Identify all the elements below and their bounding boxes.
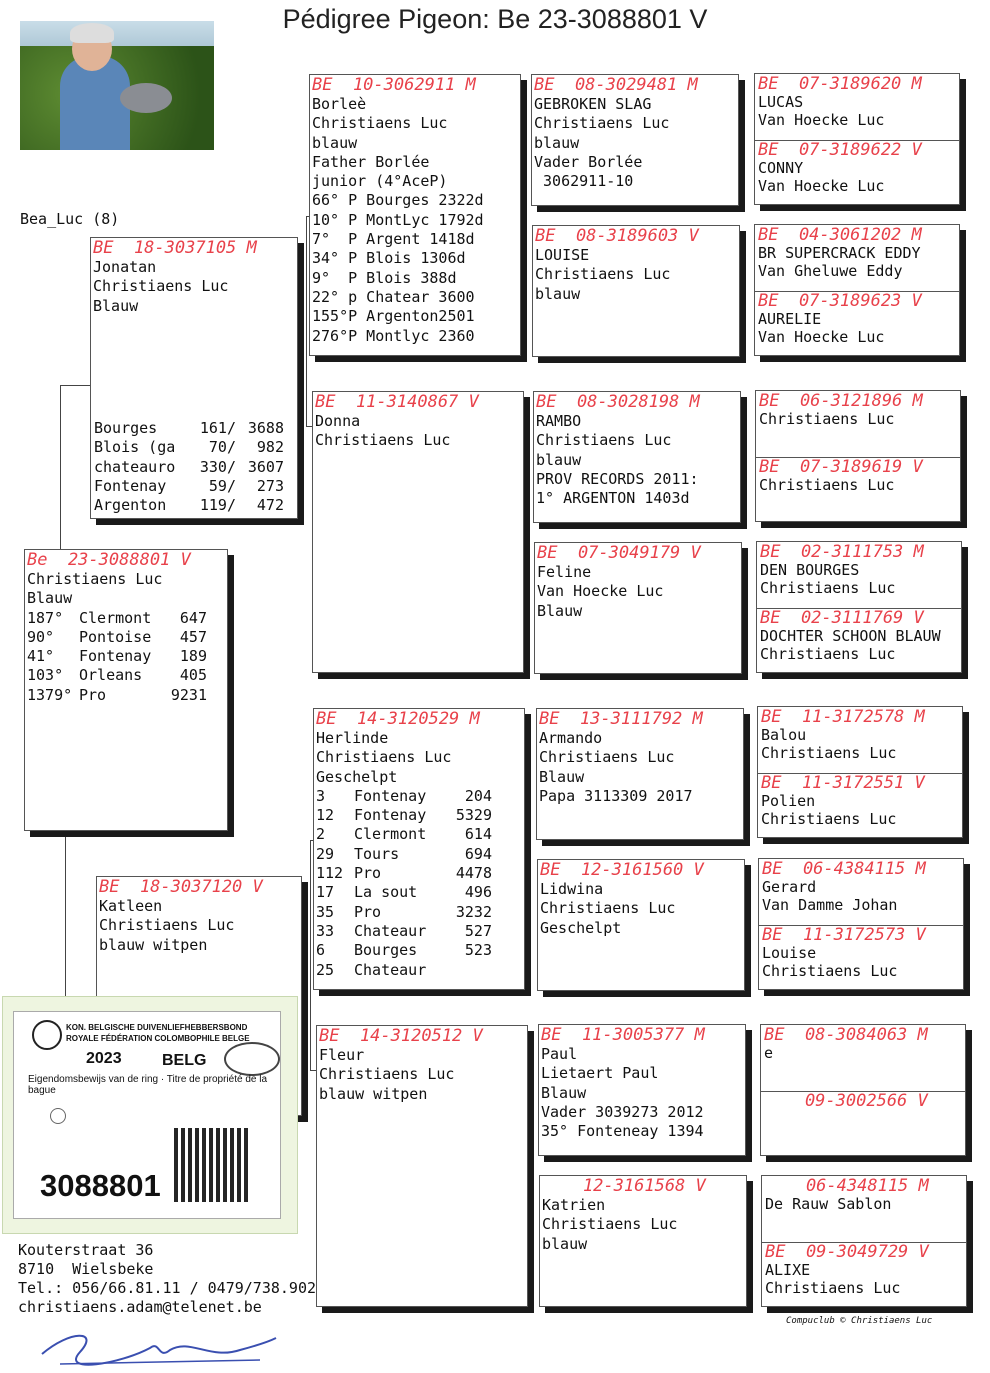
result-row xyxy=(316,903,524,922)
ring-number: BE 14-3120512 V xyxy=(319,1026,483,1046)
pedigree-line: blauw xyxy=(534,133,580,152)
ancestor-entry xyxy=(755,140,959,195)
divider xyxy=(755,291,959,292)
result-rank: 59/ xyxy=(208,476,236,495)
grandparent-card xyxy=(316,1025,528,1307)
signature xyxy=(40,1320,280,1370)
pedigree-line: Christiaens Luc xyxy=(536,431,672,450)
pedigree-line: Vader 3039273 2012 xyxy=(541,1102,704,1121)
result-race: Tours xyxy=(354,844,400,863)
pedigree-line: RAMBO xyxy=(536,412,582,430)
result-rank: 70/ xyxy=(208,438,236,457)
result-row xyxy=(316,825,524,844)
result-race: Fontenay xyxy=(94,476,167,495)
result-row xyxy=(27,686,227,705)
ring-number: 09-3002566 V xyxy=(764,1091,928,1111)
ring-number: Be 23-3088801 V xyxy=(27,550,191,570)
pedigree-line: 34° P Blois 1306d xyxy=(312,249,466,268)
pedigree-line: Van Damme Johan xyxy=(762,895,898,914)
ring-number: BE 07-3189620 M xyxy=(758,74,922,94)
color: Blauw xyxy=(27,589,73,608)
ring-number: BE 06-3121896 M xyxy=(759,391,923,411)
pedigree-line: Katrien xyxy=(542,1196,606,1214)
result-rank: 17 xyxy=(316,883,335,902)
federation-logo-icon xyxy=(32,1020,62,1050)
great-grandparent-card xyxy=(538,1024,746,1156)
pedigree-line: blauw xyxy=(542,1234,588,1253)
result-race: Fontenay xyxy=(79,647,152,666)
ring-number: BE 18-3037120 V xyxy=(99,877,263,897)
great-great-grandparent-pair xyxy=(760,1024,966,1156)
pedigree-line: Christiaens Luc xyxy=(762,961,898,980)
pedigree-line: Christiaens Luc xyxy=(540,899,676,918)
pedigree-line: Herlinde xyxy=(316,729,389,747)
great-grandparent-card xyxy=(536,708,744,840)
result-row xyxy=(316,922,524,941)
result-race: Bourges xyxy=(354,941,418,960)
pedigree-line: Christiaens Luc xyxy=(312,114,448,133)
ring-number: BE 08-3189603 V xyxy=(535,226,699,246)
great-great-grandparent-pair xyxy=(758,858,964,990)
result-row xyxy=(27,666,227,685)
result-field: 647 xyxy=(179,608,207,627)
pedigree-line: Geschelpt xyxy=(316,767,398,786)
ring-number: BE 02-3111753 M xyxy=(760,542,924,562)
pedigree-line: Fleur xyxy=(319,1046,365,1064)
owner-code: Bea_Luc (8) xyxy=(20,210,120,228)
pedigree-line: Christiaens Luc xyxy=(760,578,896,597)
result-rank: 112 xyxy=(316,864,344,883)
result-field: 3688 xyxy=(247,419,284,437)
ancestor-entry xyxy=(755,225,959,280)
result-field: 496 xyxy=(464,883,492,902)
great-great-grandparent-pair xyxy=(761,1175,967,1307)
pedigree-line: e xyxy=(764,1044,774,1062)
pedigree-line: 22° p Chatear 3600 xyxy=(312,287,475,306)
pedigree-line: LOUISE xyxy=(535,246,590,264)
pedigree-line: 66° P Bourges 2322d xyxy=(312,191,484,210)
sire-card xyxy=(90,237,298,519)
pedigree-line: Van Hoecke Luc xyxy=(758,176,885,195)
result-field: 694 xyxy=(464,844,492,863)
pedigree-line: blauw xyxy=(535,284,581,303)
ancestor-entry xyxy=(758,707,962,762)
owner-address xyxy=(18,1241,316,1317)
great-grandparent-card xyxy=(531,74,739,206)
result-rank: 12 xyxy=(316,806,335,825)
result-rank: 25 xyxy=(316,960,335,979)
ring-number: BE 07-3049179 V xyxy=(537,543,701,563)
ancestor-entry xyxy=(761,1025,965,1063)
pedigree-line: AURELIE xyxy=(758,310,822,328)
pedigree-line: Feline xyxy=(537,563,592,581)
pedigree-line: Blauw xyxy=(541,1083,587,1102)
ring-number: BE 02-3111769 V xyxy=(760,608,924,628)
pedigree-line: Lidwina xyxy=(540,880,604,898)
pedigree-line: 155°P Argenton2501 xyxy=(312,307,475,326)
pedigree-line: blauw witpen xyxy=(319,1084,428,1103)
result-rank: 330/ xyxy=(199,457,236,476)
ring-number: BE 11-3172573 V xyxy=(762,925,926,945)
ring-number: BE 11-3140867 V xyxy=(315,392,479,412)
result-row xyxy=(316,787,524,806)
pedigree-line: Lietaert Paul xyxy=(541,1064,659,1083)
org-name-nl: KON. BELGISCHE DUIVENLIEFHEBBERSBOND xyxy=(66,1023,248,1032)
result-field: 3607 xyxy=(247,457,284,476)
pedigree-line: Blauw xyxy=(539,767,585,786)
result-field: 523 xyxy=(464,941,492,960)
result-rank: 3 xyxy=(316,786,326,805)
subject-card xyxy=(24,549,228,831)
pedigree-line: Van Hoecke Luc xyxy=(758,327,885,346)
result-field: 4478 xyxy=(455,864,492,883)
result-field: 189 xyxy=(179,647,207,666)
results-list xyxy=(94,419,284,515)
result-race: La sout xyxy=(354,883,418,902)
ownership-label: Eigendomsbewijs van de ring · Titre de propriété de la bague xyxy=(28,1074,268,1096)
result-race: Pro xyxy=(354,902,382,921)
ring-number: 12-3161568 V xyxy=(542,1176,706,1196)
owner-photo xyxy=(20,21,214,150)
result-rank: 103° xyxy=(27,666,64,685)
punch-hole-icon xyxy=(50,1108,66,1124)
result-field: 204 xyxy=(464,786,492,805)
connector xyxy=(310,840,311,1070)
pedigree-line: Van Hoecke Luc xyxy=(758,110,885,129)
result-field: 614 xyxy=(464,825,492,844)
divider xyxy=(756,457,960,458)
result-rank: 29 xyxy=(316,844,335,863)
pedigree-line: 276°P Montlyc 2360 xyxy=(312,326,475,345)
ancestor-entry xyxy=(757,608,961,663)
software-credit: Compuclub © Christiaens Luc xyxy=(786,1316,933,1326)
pedigree-line: Borleè xyxy=(312,95,367,113)
pedigree-line: Father Borlée xyxy=(312,152,430,171)
result-rank: 90° xyxy=(27,627,55,646)
owner: Christiaens Luc xyxy=(99,916,235,935)
result-row xyxy=(316,845,524,864)
connector xyxy=(65,836,66,996)
pedigree-line: blauw xyxy=(536,450,582,469)
great-grandparent-card xyxy=(532,225,740,357)
result-rank: 33 xyxy=(316,921,335,940)
connector xyxy=(60,385,61,549)
result-row xyxy=(316,883,524,902)
result-race: Blois (ga xyxy=(94,438,176,457)
globe-logo-icon xyxy=(224,1042,280,1076)
result-row xyxy=(27,609,227,628)
color: Blauw xyxy=(93,296,139,315)
pedigree-line: DOCHTER SCHOON BLAUW xyxy=(760,627,941,645)
color: blauw witpen xyxy=(99,935,208,954)
great-grandparent-card xyxy=(539,1175,747,1307)
pedigree-line: 1° ARGENTON 1403d xyxy=(536,489,690,508)
divider xyxy=(761,1091,965,1092)
great-great-grandparent-pair xyxy=(757,706,963,838)
pedigree-line: Christiaens Luc xyxy=(761,743,897,762)
result-field: 405 xyxy=(179,666,207,685)
ring-number: BE 10-3062911 M xyxy=(312,75,476,95)
owner: Christiaens Luc xyxy=(93,277,229,296)
result-row xyxy=(94,496,284,515)
pedigree-line: LUCAS xyxy=(758,93,804,111)
ring-number: BE 08-3084063 M xyxy=(764,1025,928,1045)
ancestor-entry xyxy=(755,74,959,129)
result-rank: 35 xyxy=(316,902,335,921)
ring-number: BE 07-3189619 V xyxy=(759,457,923,477)
result-row xyxy=(316,961,524,980)
pedigree-line: Gerard xyxy=(762,878,817,896)
pedigree-line: Geschelpt xyxy=(540,918,622,937)
pedigree-line: Louise xyxy=(762,944,817,962)
ancestor-entry xyxy=(758,773,962,828)
result-race: Chateaur xyxy=(354,921,427,940)
pedigree-line: Christiaens Luc xyxy=(760,644,896,663)
page-title: Pédigree Pigeon: Be 23-3088801 V xyxy=(282,4,708,34)
result-rank: 2 xyxy=(316,825,326,844)
pedigree-line: Christiaens Luc xyxy=(759,476,895,494)
result-row xyxy=(94,477,284,496)
great-grandparent-card xyxy=(533,391,741,523)
result-row xyxy=(94,438,284,457)
great-grandparent-card xyxy=(537,859,745,991)
ancestor-entry xyxy=(756,457,960,495)
pedigree-line: CONNY xyxy=(758,159,804,177)
ancestor-entry xyxy=(759,859,963,914)
city: 8710 Wielsbeke xyxy=(18,1260,154,1278)
pedigree-line: Christiaens Luc xyxy=(319,1065,455,1084)
pedigree-line: Christiaens Luc xyxy=(765,1278,901,1297)
result-race: Clermont xyxy=(79,608,152,627)
ring-number: BE 06-4384115 M xyxy=(762,859,926,879)
pedigree-line: Christiaens Luc xyxy=(535,265,671,284)
result-race: Fontenay xyxy=(354,806,427,825)
grandparent-card xyxy=(313,708,525,990)
qr-code-icon xyxy=(174,1128,248,1202)
pigeon-name: Jonatan xyxy=(93,258,157,276)
ring-number: BE 11-3005377 M xyxy=(541,1025,705,1045)
result-row xyxy=(27,647,227,666)
pedigree-line: Christiaens Luc xyxy=(539,748,675,767)
ring-serial: 3088801 xyxy=(40,1168,161,1203)
divider xyxy=(757,608,961,609)
result-field: 9231 xyxy=(170,685,207,704)
ring-number: 06-4348115 M xyxy=(765,1176,929,1196)
pedigree-line: Armando xyxy=(539,729,603,747)
ring-number: BE 13-3111792 M xyxy=(539,709,703,729)
great-grandparent-card xyxy=(534,542,742,674)
grandparent-card xyxy=(312,391,524,673)
pedigree-line: junior (4°AceP) xyxy=(312,172,448,191)
result-field: 273 xyxy=(256,476,284,495)
phone: Tel.: 056/66.81.11 / 0479/738.902 xyxy=(18,1279,317,1297)
connector xyxy=(306,216,307,426)
ring-number: BE 07-3189622 V xyxy=(758,140,922,160)
great-great-grandparent-pair xyxy=(756,541,962,673)
results-list xyxy=(27,609,227,705)
ancestor-entry xyxy=(762,1176,966,1214)
pedigree-line: BR SUPERCRACK EDDY xyxy=(758,244,921,262)
result-race: Pontoise xyxy=(79,627,152,646)
divider xyxy=(758,773,962,774)
pedigree-line: Paul xyxy=(541,1045,578,1063)
result-race: Chateaur xyxy=(354,960,427,979)
pedigree-line: Christiaens Luc xyxy=(761,809,897,828)
result-row xyxy=(94,458,284,477)
divider xyxy=(759,925,963,926)
ancestor-entry xyxy=(757,542,961,597)
pedigree-line: Christiaens Luc xyxy=(542,1215,678,1234)
result-field: 472 xyxy=(256,496,284,515)
result-rank: 1379° xyxy=(27,685,73,704)
pedigree-line: blauw xyxy=(312,133,358,152)
stamp-country: BELG xyxy=(162,1052,207,1069)
result-race: Argenton xyxy=(94,496,167,515)
result-field: 982 xyxy=(256,438,284,457)
result-field xyxy=(452,961,492,980)
result-field: 3232 xyxy=(455,902,492,921)
pigeon-name: Katleen xyxy=(99,897,163,915)
pedigree-line: Donna xyxy=(315,412,361,430)
result-field: 527 xyxy=(464,921,492,940)
pedigree-line: Papa 3113309 2017 xyxy=(539,786,693,805)
grandparent-card xyxy=(309,74,521,356)
pedigree-line: Christiaens Luc xyxy=(315,431,451,450)
pedigree-line: PROV RECORDS 2011: xyxy=(536,469,699,488)
ring-number: BE 12-3161560 V xyxy=(540,860,704,880)
pedigree-line: Van Gheluwe Eddy xyxy=(758,261,903,280)
pedigree-line: 9° P Blois 388d xyxy=(312,268,457,287)
pedigree-line: 10° P MontLyc 1792d xyxy=(312,210,484,229)
org-name-fr: ROYALE FÉDÉRATION COLOMBOPHILE BELGE xyxy=(66,1034,250,1043)
pedigree-line: Christiaens Luc xyxy=(316,748,452,767)
result-rank: 119/ xyxy=(199,496,236,515)
result-race: Fontenay xyxy=(354,786,427,805)
email: christiaens.adam@telenet.be xyxy=(18,1298,262,1316)
ancestor-entry xyxy=(762,1242,966,1297)
street: Kouterstraat 36 xyxy=(18,1241,154,1259)
ring-number: BE 08-3028198 M xyxy=(536,392,700,412)
result-rank: 41° xyxy=(27,647,55,666)
pedigree-line: Vader Borlée xyxy=(534,152,643,171)
great-great-grandparent-pair xyxy=(754,224,960,356)
result-race: chateauro xyxy=(94,457,176,476)
stamp-year: 2023 xyxy=(86,1050,122,1067)
pedigree-line: Christiaens Luc xyxy=(759,410,895,428)
result-row xyxy=(316,806,524,825)
ring-number: BE 11-3172551 V xyxy=(761,773,925,793)
divider xyxy=(755,140,959,141)
pedigree-line: GEBROKEN SLAG xyxy=(534,95,652,113)
pedigree-line: De Rauw Sablon xyxy=(765,1195,892,1213)
result-rank: 187° xyxy=(27,608,64,627)
ring-ownership-stamp xyxy=(2,996,298,1234)
pedigree-line: Polien xyxy=(761,792,816,810)
result-row xyxy=(316,864,524,883)
result-row xyxy=(27,628,227,647)
result-race: Bourges xyxy=(94,419,158,437)
ancestor-entry xyxy=(755,291,959,346)
owner: Christiaens Luc xyxy=(27,570,163,588)
pedigree-line: Blauw xyxy=(537,601,583,620)
ring-number: BE 11-3172578 M xyxy=(761,707,925,727)
result-race: Orleans xyxy=(79,666,143,685)
pedigree-line: 3062911-10 xyxy=(534,172,634,191)
ancestor-entry xyxy=(756,391,960,429)
ancestor-entry xyxy=(759,925,963,980)
great-great-grandparent-pair xyxy=(754,73,960,205)
ancestor-entry xyxy=(761,1091,965,1111)
ring-number: BE 07-3189623 V xyxy=(758,291,922,311)
pedigree-line: ALIXE xyxy=(765,1261,811,1279)
pedigree-line: Van Hoecke Luc xyxy=(537,582,664,601)
result-rank: 6 xyxy=(316,941,326,960)
ring-number: BE 09-3049729 V xyxy=(765,1242,929,1262)
result-race: Pro xyxy=(79,685,107,704)
pedigree-line: Balou xyxy=(761,726,807,744)
ring-number: BE 18-3037105 M xyxy=(93,238,257,258)
result-field: 5329 xyxy=(455,806,492,825)
pedigree-line: DEN BOURGES xyxy=(760,561,860,579)
pedigree-line: 7° P Argent 1418d xyxy=(312,230,475,249)
result-race: Pro xyxy=(354,864,382,883)
connector xyxy=(60,385,90,386)
result-row xyxy=(94,419,284,438)
result-rank: 161/ xyxy=(199,419,236,437)
result-race: Clermont xyxy=(354,825,427,844)
ring-number: BE 04-3061202 M xyxy=(758,225,922,245)
result-field: 457 xyxy=(179,627,207,646)
pedigree-line: 35° Fonteneay 1394 xyxy=(541,1122,704,1141)
result-row xyxy=(316,941,524,960)
ring-number: BE 14-3120529 M xyxy=(316,709,480,729)
ring-number: BE 08-3029481 M xyxy=(534,75,698,95)
pedigree-line: Christiaens Luc xyxy=(534,114,670,133)
divider xyxy=(762,1242,966,1243)
great-great-grandparent-pair xyxy=(755,390,961,522)
